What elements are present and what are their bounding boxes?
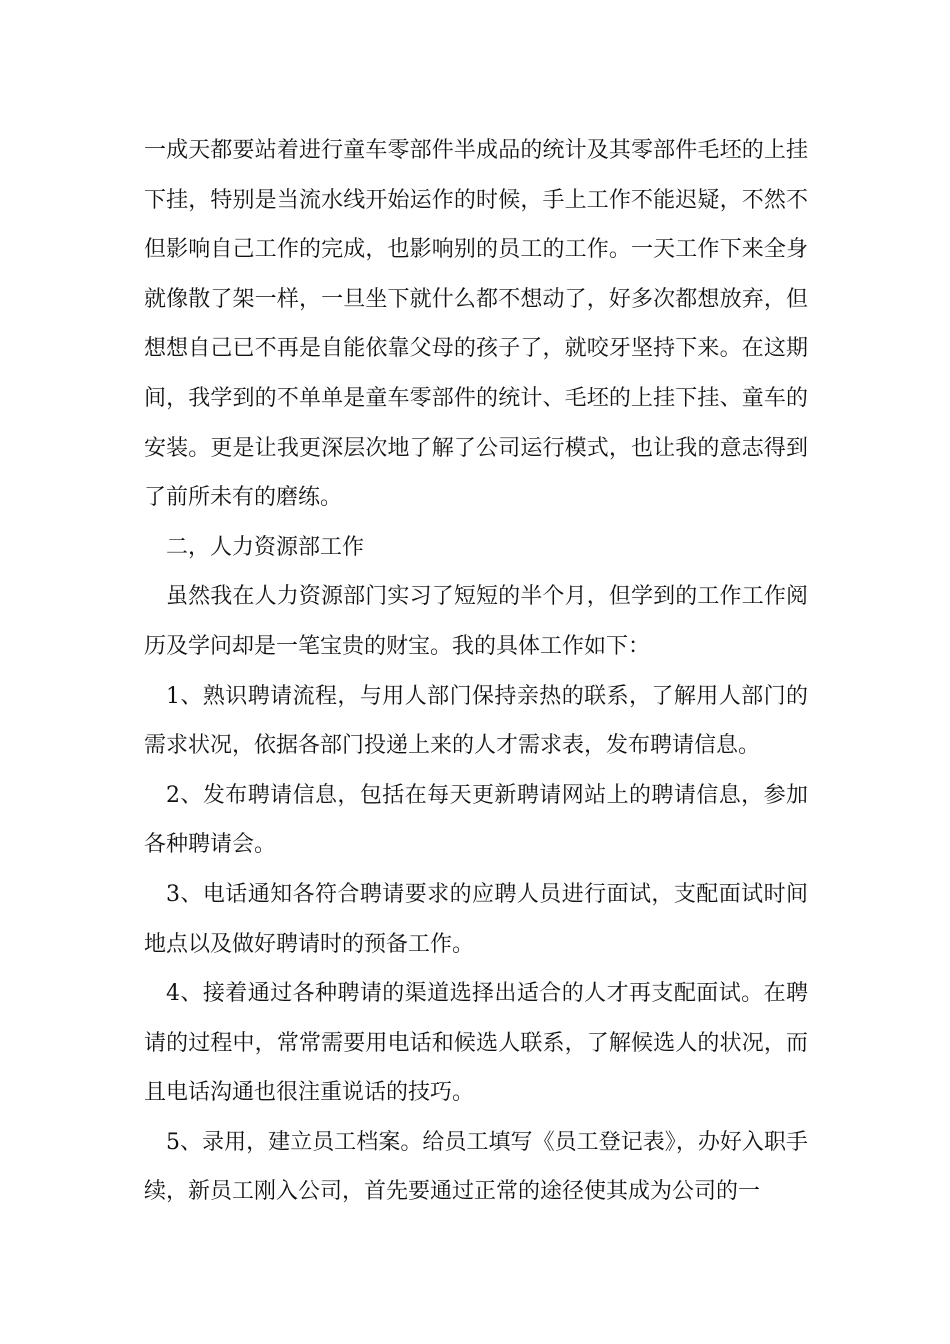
list-item-4: 4、接着通过各种聘请的渠道选择出适合的人才再支配面试。在聘请的过程中，常常需要用电话和候选人联系，了解候选人的状况，而且电话沟通也很注重说话的技巧。 xyxy=(144,981,808,1106)
list-item-2: 2、发布聘请信息，包括在每天更新聘请网站上的聘请信息，参加各种聘请会。 xyxy=(144,782,808,858)
paragraph-workshop: 一成天都要站着进行童车零部件半成品的统计及其零部件毛坯的上挂下挂，特别是当流水线开始运作的时候，手上工作不能迟疑，不然不但影响自己工作的完成，也影响别的员工的工作。一天工作下来全身就像散了架一样，一旦坐下就什么都不想动了，好多次都想放弃，但想想自己已不再是自能依靠父母的孩子了，就咬牙坚持下来。在这期间，我学到的不单单是童车零部件的统计、毛坯的上挂下挂、童车的安装。更是让我更深层次地了解了公司运行模式，也让我的意志得到了前所未有的磨练。 xyxy=(144,138,808,511)
paragraph-hr-intro: 虽然我在人力资源部门实习了短短的半个月，但学到的工作工作阅历及学问却是一笔宝贵的财宝。我的具体工作如下： xyxy=(144,584,808,659)
list-item-3: 3、电话通知各符合聘请要求的应聘人员进行面试，支配面试时间地点以及做好聘请时的预备工作。 xyxy=(144,881,808,957)
list-item-5: 5、录用，建立员工档案。给员工填写《员工登记表》，办好入职手续，新员工刚入公司，首先要通过正常的途径使其成为公司的一 xyxy=(144,1129,808,1205)
document-body xyxy=(144,126,808,1217)
list-item-1: 1、熟识聘请流程，与用人部门保持亲热的联系，了解用人部门的需求状况，依据各部门投递上来的人才需求表，发布聘请信息。 xyxy=(144,683,808,759)
section-heading-hr: 二，人力资源部工作 xyxy=(166,534,365,560)
